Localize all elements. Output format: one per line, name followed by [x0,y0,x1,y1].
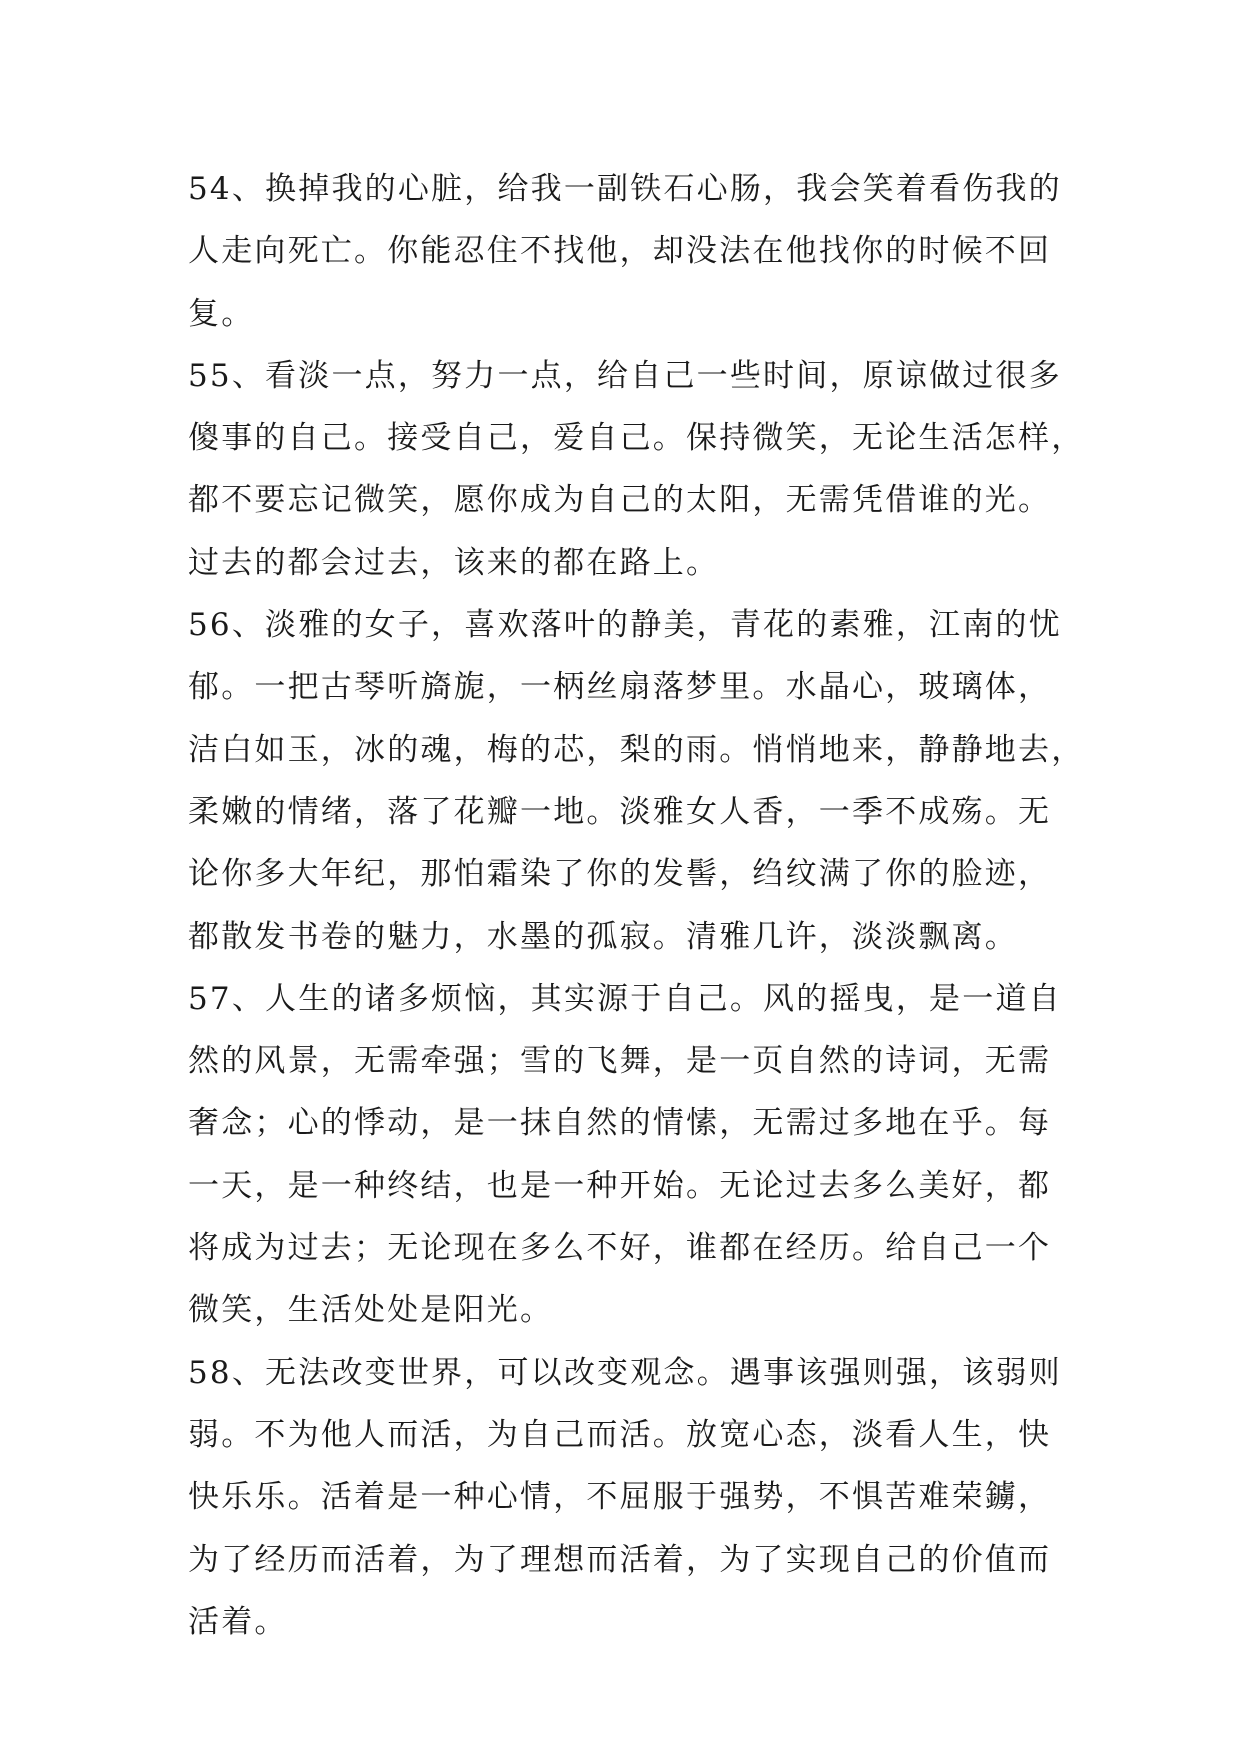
text-line: 过去的都会过去，该来的都在路上。 [188,544,720,581]
text-line: 54、换掉我的心脏，给我一副铁石心肠，我会笑着看伤我的 [188,171,1062,207]
text-line: 奢念；心的悸动，是一抹自然的情愫，无需过多地在乎。每 [188,1105,1052,1142]
text-line: 将成为过去；无论现在多么不好，谁都在经历。给自己一个 [188,1230,1052,1267]
text-line: 都不要忘记微笑，愿你成为自己的太阳，无需凭借谁的光。 [188,482,1052,519]
text-line: 58、无法改变世界，可以改变观念。遇事该强则强，该弱则 [188,1354,1062,1391]
text-line: 都散发书卷的魅力，水墨的孤寂。清雅几许，淡淡飘离。 [188,918,1018,955]
text-line: 论你多大年纪，那怕霜染了你的发髻，绉纹满了你的脸迹， [188,856,1052,893]
text-line: 郁。一把古琴听旖旎，一柄丝扇落梦里。水晶心，玻璃体， [188,669,1052,706]
text-line: 柔嫩的情绪，落了花瓣一地。淡雅女人香，一季不成殇。无 [188,793,1052,830]
text-line: 快乐乐。活着是一种心情，不屈服于强势，不惧苦难荣鐪， [188,1479,1052,1516]
document-body [188,158,1085,1653]
text-line: 56、淡雅的女子，喜欢落叶的静美，青花的素雅，江南的忧 [188,607,1062,644]
text-line: 傻事的自己。接受自己，爱自己。保持微笑，无论生活怎样， [188,420,1085,457]
text-line: 57、人生的诸多烦恼，其实源于自己。风的摇曳，是一道自 [188,980,1062,1017]
text-line: 活着。 [188,1603,288,1640]
text-line: 55、看淡一点，努力一点，给自己一些时间，原谅做过很多 [188,357,1062,394]
text-line: 人走向死亡。你能忍住不找他，却没法在他找你的时候不回 [188,233,1052,270]
text-line: 微笑，生活处处是阳光。 [188,1292,554,1329]
text-line: 为了经历而活着，为了理想而活着，为了实现自己的价值而 [188,1541,1052,1578]
text-line: 弱。不为他人而活，为自己而活。放宽心态，淡看人生，快 [188,1416,1052,1453]
text-line: 然的风景，无需牵强；雪的飞舞，是一页自然的诗词，无需 [188,1043,1052,1080]
text-line: 一天，是一种终结，也是一种开始。无论过去多么美好，都 [188,1167,1052,1204]
text-line: 复。 [188,295,255,332]
text-line: 洁白如玉，冰的魂，梅的芯，梨的雨。悄悄地来，静静地去， [188,731,1085,768]
